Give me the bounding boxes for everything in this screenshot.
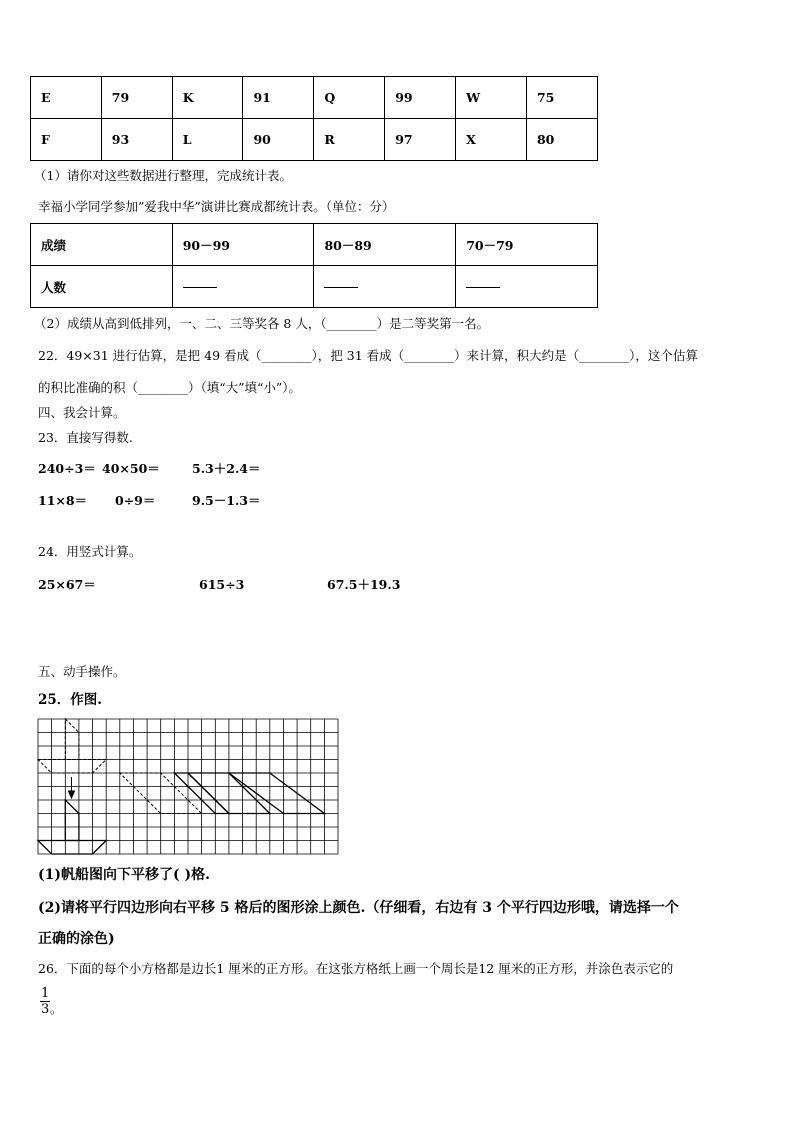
q25-part2-line2: 正确的涂色) <box>38 931 115 947</box>
q26-text: 26．下面的每个小方格都是边长1 厘米的正方形。在这张方格纸上画一个周长是12 厘米的正方形，并涂色表示它的 <box>38 961 674 976</box>
translate-arrow <box>69 777 75 798</box>
q23-item: 0÷9＝ <box>115 493 156 508</box>
q26-tail: 。 <box>50 1001 63 1016</box>
q23-item: 5.3＋2.4＝ <box>192 461 261 476</box>
table-cell: 75 <box>526 77 597 119</box>
stat-table-title: 幸福小学同学参加”爱我中华”演讲比赛成都统计表。（单位：分） <box>38 199 395 214</box>
table-cell: F <box>31 119 102 161</box>
q24-title: 24．用竖式计算。 <box>38 544 142 559</box>
stat-header: 70－79 <box>456 224 598 266</box>
q25-part2-line1: (2)请将平行四边形向右平移 5 格后的图形涂上颜色.（仔细看，右边有 3 个平行四边形哦，请选择一个 <box>38 900 679 916</box>
q24-item: 67.5＋19.3 <box>327 577 401 592</box>
q23-title: 23．直接写得数. <box>38 430 133 445</box>
table-cell: 97 <box>385 119 456 161</box>
score-data-table <box>30 76 598 161</box>
table-cell: K <box>172 77 243 119</box>
q25-part1: (1)帆船图向下平移了( )格. <box>38 867 210 883</box>
q25-title: 25．作图. <box>38 692 102 708</box>
stat-header: 90－99 <box>172 224 314 266</box>
q23-item: 11×8＝ <box>38 493 88 508</box>
fraction-numerator: 1 <box>41 986 50 1001</box>
table-cell: W <box>456 77 527 119</box>
stat-header: 80－89 <box>314 224 456 266</box>
table-cell: R <box>314 119 385 161</box>
table-cell: 93 <box>101 119 172 161</box>
answer-blank[interactable] <box>456 266 598 308</box>
table-cell: L <box>172 119 243 161</box>
table-cell: X <box>456 119 527 161</box>
table-cell: 91 <box>243 77 314 119</box>
q21-part2: （2）成绩从高到低排列，一、二、三等奖各 8 人，（________）是二等奖第一名。 <box>34 316 490 331</box>
answer-blank[interactable] <box>172 266 314 308</box>
q24-item: 25×67＝ <box>38 577 96 592</box>
table-cell: 99 <box>385 77 456 119</box>
fraction-denominator: 3 <box>41 1002 50 1017</box>
section-4-heading: 四、我会计算。 <box>38 405 126 420</box>
parallelogram-option <box>229 773 325 814</box>
q22-line2: 的积比准确的积（________）（填“大”填“小”）。 <box>38 380 302 395</box>
q23-item: 40×50＝ <box>102 461 160 476</box>
answer-blank[interactable] <box>314 266 456 308</box>
q21-part1: （1）请你对这些数据进行整理，完成统计表。 <box>34 168 292 183</box>
q24-item: 615÷3 <box>199 577 245 592</box>
table-cell: E <box>31 77 102 119</box>
fraction-one-third <box>40 986 50 1017</box>
q23-item: 240÷3＝ <box>38 461 96 476</box>
table-cell: 90 <box>243 119 314 161</box>
q22-line1: 22．49×31 进行估算，是把 49 看成（________），把 31 看成（________）来计算，积大约是（________），这个估算 <box>38 348 698 363</box>
stat-row-label: 人数 <box>31 266 173 308</box>
section-5-heading: 五、动手操作。 <box>38 664 126 679</box>
q23-item: 9.5－1.3＝ <box>192 493 261 508</box>
table-cell: 79 <box>101 77 172 119</box>
table-cell: 80 <box>526 119 597 161</box>
table-cell: Q <box>314 77 385 119</box>
stat-header: 成绩 <box>31 224 173 266</box>
statistics-table <box>30 223 598 308</box>
grid-drawing <box>36 715 342 857</box>
